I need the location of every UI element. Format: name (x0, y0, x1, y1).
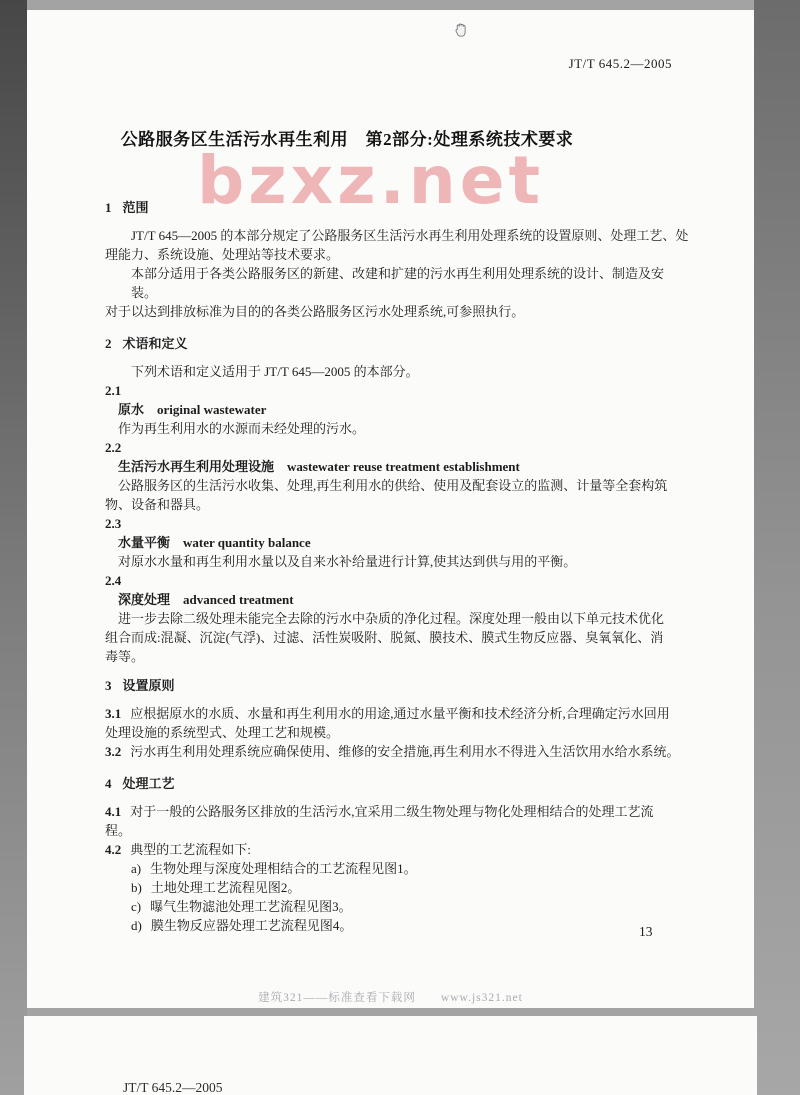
line-text: 物、设备和器具。 (105, 497, 210, 512)
line-text: 处理工艺 (122, 776, 175, 791)
text-line (105, 609, 689, 628)
line-text: JT/T 645—2005 的本部分规定了公路服务区生活污水再生利用处理系统的设置原则、处理工艺、处 (131, 228, 689, 243)
line-text: 进一步去除二级处理未能完全去除的污水中杂质的净化过程。深度处理一般由以下单元技术优化 (118, 611, 665, 626)
section-heading (105, 334, 689, 353)
bzxz-watermark: bzxz.net (197, 142, 545, 219)
text-line (105, 840, 689, 859)
clause-number: 4.1 (105, 804, 122, 819)
clause-number: 2.1 (105, 383, 122, 398)
list-item (105, 916, 689, 935)
line-text: 本部分适用于各类公路服务区的新建、改建和扩建的污水再生利用处理系统的设计、制造及安装。 (131, 266, 665, 300)
line-text: 典型的工艺流程如下: (130, 842, 251, 857)
text-line (105, 476, 689, 495)
line-text: 术语和定义 (122, 336, 188, 351)
text-line (105, 245, 689, 264)
line-text: 对于以达到排放标准为目的的各类公路服务区污水处理系统,可参照执行。 (105, 304, 525, 319)
section-heading (105, 676, 689, 695)
text-line (105, 704, 689, 723)
line-text: 毒等。 (105, 649, 145, 664)
item-letter: d) (131, 918, 142, 933)
right-shadow-band (754, 0, 800, 1095)
line-text: 生活污水再生利用处理设施 wastewater reuse treatment establishment (118, 459, 520, 474)
clause-number: 1 (105, 200, 112, 215)
item-letter: c) (131, 899, 142, 914)
line-text: 应根据原水的水质、水量和再生利用水的用途,通过水量平衡和技术经济分析,合理确定污水回用 (130, 706, 670, 721)
text-line (105, 628, 689, 647)
footer-watermark: 建筑321——标准查看下载网 www.js321.net (258, 992, 523, 1004)
text-line (105, 742, 689, 761)
list-item (105, 878, 689, 897)
line-text: 生物处理与深度处理相结合的工艺流程见图1。 (150, 861, 417, 876)
line-text: 理能力、系统设施、处理站等技术要求。 (105, 247, 340, 262)
term-line (105, 533, 689, 552)
line-text: 程。 (105, 823, 132, 838)
clause-number-line (105, 438, 689, 457)
text-line (105, 362, 689, 381)
list-item (105, 859, 689, 878)
line-text: 水量平衡 water quantity balance (118, 535, 311, 550)
clause-number: 3 (105, 678, 112, 693)
clause-number: 2.3 (105, 516, 122, 531)
clause-number: 3.2 (105, 744, 122, 759)
section-heading (105, 198, 689, 217)
text-line (105, 264, 689, 302)
clause-number: 3.1 (105, 706, 122, 721)
line-text: 组合而成:混凝、沉淀(气浮)、过滤、活性炭吸附、脱氮、膜技术、膜式生物反应器、臭氧氧化、消 (105, 630, 664, 645)
term-line (105, 457, 689, 476)
clause-number: 4 (105, 776, 112, 791)
text-line (105, 302, 689, 321)
list-item (105, 897, 689, 916)
text-line (105, 802, 689, 821)
standard-code-header: JT/T 645.2—2005 (568, 56, 672, 71)
line-text: 原水 original wastewater (118, 402, 267, 417)
line-text: 作为再生利用水的水源而未经处理的污水。 (118, 421, 366, 436)
line-text: 曝气生物滤池处理工艺流程见图3。 (150, 899, 352, 914)
line-text: 设置原则 (122, 678, 175, 693)
clause-number: 2.2 (105, 440, 122, 455)
page-number: 13 (639, 924, 653, 939)
left-shadow-band (0, 0, 27, 1095)
line-text: 下列术语和定义适用于 JT/T 645—2005 的本部分。 (131, 364, 419, 379)
line-text: 膜生物反应器处理工艺流程见图4。 (150, 918, 353, 933)
line-text: 处理设施的系统型式、处理工艺和规模。 (105, 725, 340, 740)
term-line (105, 400, 689, 419)
line-text: 对于一般的公路服务区排放的生活污水,宜采用二级生物处理与物化处理相结合的处理工艺流 (130, 804, 654, 819)
page-title: 公路服务区生活污水再生利用 第2部分:处理系统技术要求 (120, 130, 574, 149)
term-line (105, 590, 689, 609)
item-letter: a) (131, 861, 142, 876)
line-text: 公路服务区的生活污水收集、处理,再生利用水的供给、使用及配套设立的监测、计量等全套构筑 (118, 478, 668, 493)
clause-number-line (105, 571, 689, 590)
section-heading (105, 774, 689, 793)
line-text: 深度处理 advanced treatment (118, 592, 294, 607)
text-line (105, 226, 689, 245)
text-line (105, 647, 689, 666)
line-text: 对原水水量和再生利用水量以及自来水补给量进行计算,使其达到供与用的平衡。 (118, 554, 577, 569)
next-page-standard-code: JT/T 645.2—2005 (123, 1080, 223, 1095)
text-line (105, 821, 689, 840)
clause-number-line (105, 514, 689, 533)
line-text: 土地处理工艺流程见图2。 (150, 880, 301, 895)
text-line (105, 723, 689, 742)
next-document-page[interactable] (24, 1016, 757, 1095)
document-page[interactable] (27, 10, 754, 1008)
item-letter: b) (131, 880, 142, 895)
line-text: 污水再生利用处理系统应确保使用、维修的安全措施,再生利用水不得进入生活饮用水给水系统。 (130, 744, 680, 759)
document-body (105, 198, 689, 935)
clause-number: 4.2 (105, 842, 122, 857)
clause-number: 2.4 (105, 573, 122, 588)
clause-number: 2 (105, 336, 112, 351)
text-line (105, 419, 689, 438)
clause-number-line (105, 381, 689, 400)
hand-grab-cursor-icon (452, 20, 470, 45)
text-line (105, 495, 689, 514)
line-text: 范围 (122, 200, 149, 215)
text-line (105, 552, 689, 571)
